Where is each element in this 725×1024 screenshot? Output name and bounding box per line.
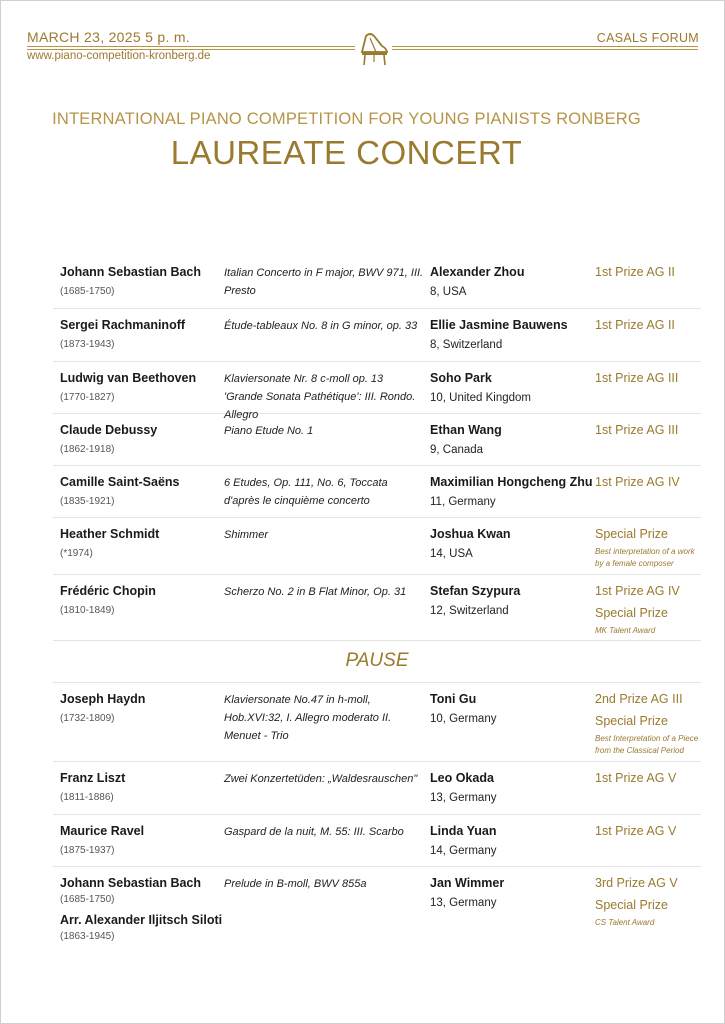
program-row <box>53 309 701 362</box>
composer-years: (1873-1943) <box>60 339 115 350</box>
performer-name: Jan Wimmer <box>430 876 505 890</box>
performer-name: Ellie Jasmine Bauwens <box>430 318 568 332</box>
performer-name: Ethan Wang <box>430 423 502 437</box>
performer-info: 11, Germany <box>430 496 496 508</box>
composer-name: Claude Debussy <box>60 423 158 437</box>
composer-years: (1685-1750) <box>60 286 115 297</box>
performer-name: Joshua Kwan <box>430 527 511 541</box>
performer-info: 13, Germany <box>430 897 497 909</box>
composer-years: (1732-1809) <box>60 713 115 724</box>
performer-info: 10, Germany <box>430 713 497 725</box>
header-rule-left <box>27 46 355 47</box>
intermission <box>53 641 701 683</box>
header-rule-right-bottom <box>392 49 698 50</box>
composer-name: Camille Saint-Saëns <box>60 475 180 489</box>
composer-years: (1862-1918) <box>60 444 115 455</box>
performer-name: Soho Park <box>430 371 492 385</box>
program-row <box>53 762 701 815</box>
composer-name: Joseph Haydn <box>60 692 146 706</box>
prize-label: 1st Prize AG V <box>595 771 677 785</box>
composer-years: (*1974) <box>60 548 93 559</box>
composer-name: Johann Sebastian Bach <box>60 876 202 890</box>
prize-label: Special Prize <box>595 527 668 541</box>
program-row <box>53 815 701 867</box>
work-title: Shimmer <box>224 529 269 541</box>
header-rule-left-bottom <box>27 49 355 50</box>
arranger-years: (1863-1945) <box>60 931 115 942</box>
work-title: Prelude in B-moll, BWV 855a <box>224 878 367 890</box>
work-title: Klaviersonate No.47 in h-moll, Hob.XVI:32, I. Allegro moderato II. Menuet - Trio <box>224 694 392 742</box>
header <box>0 0 725 80</box>
prize-note: CS Talent Award <box>595 918 655 927</box>
performer-info: 14, USA <box>430 548 473 560</box>
performer-name: Leo Okada <box>430 771 494 785</box>
prize-label: Special Prize <box>595 606 668 620</box>
prize-label: 1st Prize AG III <box>595 423 679 437</box>
performer-info: 10, United Kingdom <box>430 392 532 404</box>
performer-info: 9, Canada <box>430 444 484 456</box>
performer-name: Linda Yuan <box>430 824 497 838</box>
performer-info: 8, Switzerland <box>430 339 503 351</box>
performer-info: 14, Germany <box>430 845 497 857</box>
performer-info: 12, Switzerland <box>430 605 509 617</box>
competition-subtitle: INTERNATIONAL PIANO COMPETITION FOR YOUNG PIANISTS RONBERG <box>52 110 641 128</box>
pause-label: PAUSE <box>345 650 409 671</box>
composer-name: Sergei Rachmaninoff <box>60 318 186 332</box>
composer-name: Maurice Ravel <box>60 824 145 838</box>
prize-note: Best Interpretation of a Piece from the Classical Period <box>595 734 699 755</box>
performer-name: Stefan Szypura <box>430 584 521 598</box>
prize-label: Special Prize <box>595 898 668 912</box>
page-title: LAUREATE CONCERT <box>170 134 523 171</box>
program-row <box>53 518 701 575</box>
program <box>53 256 701 949</box>
work-title: Piano Etude No. 1 <box>224 425 314 437</box>
performer-name: Maximilian Hongcheng Zhu <box>430 475 593 489</box>
grand-piano-icon <box>356 30 390 68</box>
composer-years: (1811-1886) <box>60 792 114 803</box>
prize-label: 1st Prize AG II <box>595 318 675 332</box>
composer-years: (1770-1827) <box>60 392 115 403</box>
prize-note: Best interpretation of a work by a female composer <box>595 547 695 568</box>
prize-label: 1st Prize AG II <box>595 265 675 279</box>
venue: CASALS FORUM <box>596 31 699 45</box>
composer-name: Frédéric Chopin <box>60 584 156 598</box>
program-row <box>53 414 701 466</box>
work-title: Zwei Konzertetüden: „Waldesrauschen" <box>224 773 418 785</box>
performer-info: 8, USA <box>430 286 467 298</box>
composer-years: (1810-1849) <box>60 605 115 616</box>
composer-name: Franz Liszt <box>60 771 126 785</box>
work-title: Klaviersonate Nr. 8 c-moll op. 13 'Grande Sonata Pathétique': III. Rondo. Allegro <box>224 373 416 421</box>
work-title: Gaspard de la nuit, M. 55: III. Scarbo <box>224 826 404 838</box>
work-title: Scherzo No. 2 in B Flat Minor, Op. 31 <box>224 586 407 598</box>
prize-label: 1st Prize AG IV <box>595 584 680 598</box>
prize-label: 1st Prize AG V <box>595 824 677 838</box>
prize-label: 1st Prize AG IV <box>595 475 680 489</box>
arranger-name: Arr. Alexander Iljitsch Siloti <box>60 913 223 927</box>
composer-years: (1875-1937) <box>60 845 115 856</box>
prize-note: MK Talent Award <box>595 626 656 635</box>
prize-label: 1st Prize AG III <box>595 371 679 385</box>
program-row <box>53 256 701 309</box>
prize-label: 2nd Prize AG III <box>595 692 683 706</box>
prize-label: 3rd Prize AG V <box>595 876 678 890</box>
work-title: Étude-tableaux No. 8 in G minor, op. 33 <box>224 320 418 332</box>
performer-name: Toni Gu <box>430 692 477 706</box>
composer-years: (1835-1921) <box>60 496 115 507</box>
program-row <box>53 466 701 518</box>
work-title: Italian Concerto in F major, BWV 971, III. Presto <box>224 267 424 297</box>
program-row <box>53 867 701 949</box>
composer-name: Johann Sebastian Bach <box>60 265 202 279</box>
concert-date: MARCH 23, 2025 5 p. m. <box>27 29 190 45</box>
composer-years: (1685-1750) <box>60 894 115 905</box>
program-row <box>53 362 701 421</box>
performer-name: Alexander Zhou <box>430 265 525 279</box>
prize-label: Special Prize <box>595 714 668 728</box>
program-row <box>53 683 701 762</box>
program-row <box>53 575 701 641</box>
composer-name: Ludwig van Beethoven <box>60 371 197 385</box>
website-url[interactable]: www.piano-competition-kronberg.de <box>27 50 211 62</box>
work-title: 6 Etudes, Op. 111, No. 6, Toccata d'après le cinquième concerto <box>224 477 388 507</box>
composer-name: Heather Schmidt <box>60 527 160 541</box>
header-rule-right <box>392 46 698 47</box>
performer-info: 13, Germany <box>430 792 497 804</box>
